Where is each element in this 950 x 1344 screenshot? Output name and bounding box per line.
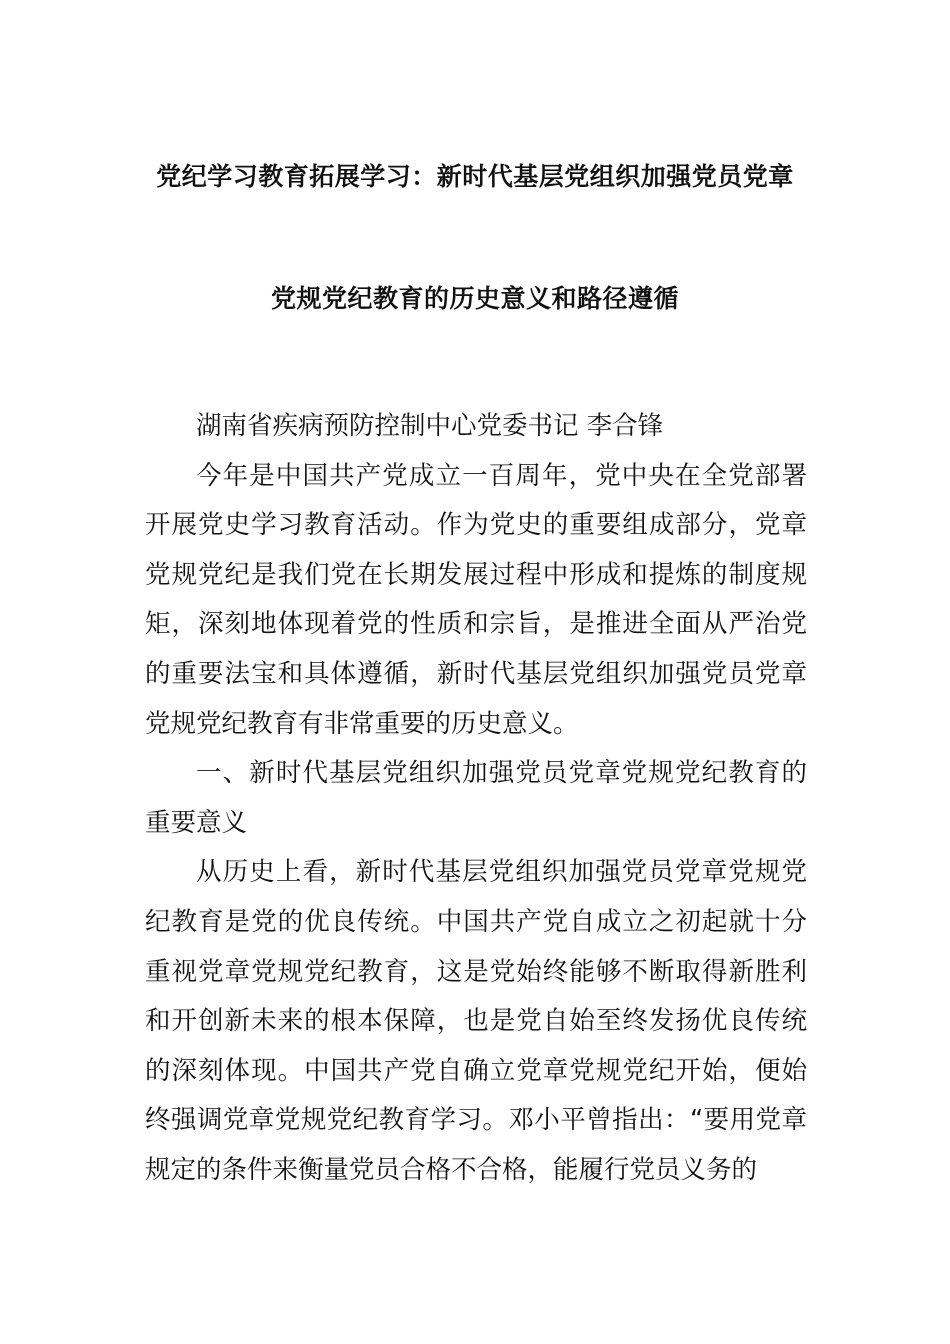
section-heading-1: 一、新时代基层党组织加强党员党章党规党纪教育的重要意义 (145, 758, 807, 838)
document-title-line-2: 党规党纪教育的历史意义和路径遵循 (270, 284, 679, 313)
document-title-line-1: 党纪学习教育拓展学习：新时代基层党组织加强党员党章 (156, 162, 794, 191)
author-line: 湖南省疾病预防控制中心党委书记 李合锋 (196, 411, 664, 441)
paragraph-intro: 今年是中国共产党成立一百周年，党中央在全党部署开展党史学习教育活动。作为党史的重要组成部分，党章党规党纪是我们党在长期发展过程中形成和提炼的制度规矩，深刻地体现着党的性质和宗旨，是推进全面从严治党的重要法宝和具体遵循，新时代基层党组织加强党员党章党规党纪教育有非常重要的历史意义。 (145, 460, 807, 739)
document-body (145, 402, 807, 1196)
paragraph-history: 从历史上看，新时代基层党组织加强党员党章党规党纪教育是党的优良传统。中国共产党自成立之初起就十分重视党章党规党纪教育，这是党始终能够不断取得新胜利和开创新未来的根本保障，也是党自始至终发扬优良传统的深刻体现。中国共产党自确立党章党规党纪开始，便始终强调党章党规党纪教育学习。邓小平曾指出：“要用党章规定的条件来衡量党员合格不合格，能履行党员义务的 (145, 857, 807, 1185)
